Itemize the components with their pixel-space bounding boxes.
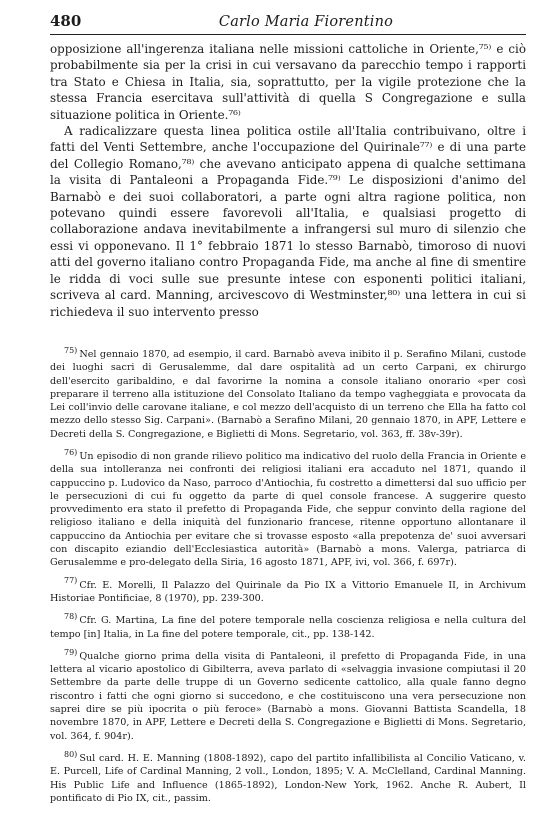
footnote-text: Cfr. G. Martina, La fine del potere temporale nella coscienza religiosa e nella cultura del tempo [in] Italia, in La fine del potere temporale, cit., pp. 138-142.: [50, 615, 526, 640]
footnote-number: 78): [64, 612, 78, 622]
footnote-number: 79): [64, 647, 78, 657]
main-text: [50, 41, 526, 320]
header-rule: [50, 34, 526, 35]
footnote-number: 80): [64, 749, 78, 759]
footnote-number: 75): [64, 345, 78, 355]
body-paragraph: A radicalizzare questa linea politica ostile all'Italia contribuivano, oltre i fatti del Venti Settembre, anche l'occupazione del Quirinale⁷⁷⁾ e di una parte del Collegio Romano,⁷⁸⁾ che avevano anticipato appena di qualche settimana la visita di Pantaleoni a Propaganda Fide.⁷⁹⁾ Le disposizioni d'animo del Barnabò e dei suoi collaboratori, a parte ogni altra ragione politica, non potevano quindi essere favorevoli all'Italia, e qualsiasi progetto di collaborazione andava inevitabilmente a infrangersi sul muro di silenzio che essi vi opponevano. Il 1° febbraio 1871 lo stesso Barnabò, timoroso di nuovi atti del governo italiano contro Propaganda Fide, ma anche al fine di smentire le ridda di voci sulle sue presunte intese con esponenti politici italiani, scriveva al card. Manning, arcivescovo di Westminster,⁸⁰⁾ una lettera in cui si richiedeva il suo intervento presso: [50, 124, 526, 319]
footnote: [50, 576, 526, 606]
footnote: [50, 345, 526, 441]
footnote-text: Un episodio di non grande rilievo politico ma indicativo del ruolo della Francia in Oriente e della sua intolleranza nei confronti dei religiosi italiani era accaduto nel 1871, quando il cappuccino p. Ludovico da Naso, parroco d'Antiochia, fu costretto a dimettersi dal suo ufficio per le persecuzioni di cui fu oggetto da parte di quel console francese. A suggerire questo provvedimento era stato il prefetto di Propaganda Fide, che seppur convinto della ragione del religioso italiano e della iniquità del funzionario francese, ritenne opportuno allontanare il cappuccino da Antiochia per evitare che si trovasse esposto «alla prepotenza de' suoi avversari con discapito eziandio dell'Ecclesiastica autorità» (Barnabò a mons. Valerga, patriarca di Gerusalemme e pro-delegato della Siria, 16 agosto 1871, APF, ivi, vol. 366, f. 697r).: [50, 450, 526, 569]
footnote-text: Cfr. E. Morelli, Il Palazzo del Quirinale da Pio IX a Vittorio Emanuele II, in Archivum Historiae Pontificiae, 8 (1970), pp. 239-300.: [50, 579, 526, 604]
footnote-text: Sul card. H. E. Manning (1808-1892), capo del partito infallibilista al Concilio Vaticano, v. E. Purcell, Life of Cardinal Manning, 2 voll., London, 1895; V. A. McClelland, Cardinal Manning. His Public Life and Influence (1865-1892), London-New York, 1962. Anche R. Aubert, Il pontificato di Pio IX, cit., passim.: [50, 752, 526, 804]
footnote: [50, 447, 526, 570]
page-number: 480: [50, 12, 82, 30]
footnote: [50, 749, 526, 805]
footnotes: [50, 345, 526, 805]
body-paragraph: opposizione all'ingerenza italiana nelle missioni cattoliche in Oriente,⁷⁵⁾ e ciò probabilmente sia per la crisi in cui versavano da parecchio tempo i rapporti tra Stato e Chiesa in Italia, sia, soprattutto, per la vigile protezione che la stessa Francia esercitava sull'attività di quella S Congregazione e sulla situazione politica in Oriente.⁷⁶⁾: [50, 42, 526, 122]
footnote-text: Nel gennaio 1870, ad esempio, il card. Barnabò aveva inibito il p. Serafino Milani, custode dei luoghi sacri di Gerusalemme, dal dare ospitalità ad un certo Carpani, ex chirurgo dell'esercito garibaldino, e dal favorirne la nomina a console italiano onorario «per così preparare il terreno alla istituzione del Consolato Italiano da tempo vagheggiata e provocata da Lei coll'invio delle carovane italiane, e col mezzo dell'acquisto di un terreno che Ella ha fatto col mezzo dello stesso Sig. Carpani». (Barnabò a Serafino Milani, 20 gennaio 1870, in APF, Lettere e Decreti della S. Congregazione, e Biglietti di Mons. Segretario, vol. 363, ff. 38v-39r).: [50, 348, 526, 440]
footnote: [50, 647, 526, 743]
running-head: Carlo Maria Fiorentino: [218, 14, 394, 30]
footnote: [50, 614, 526, 641]
footnote-text: Qualche giorno prima della visita di Pantaleoni, il prefetto di Propaganda Fide, in una lettera al vicario apostolico di Gibilterra, aveva parlato di «selvaggia invasione compiutasi il 20 Settembre da parte delle truppe di un Governo sedicente cattolico, alla quale fanno degno riscontro i fatti che ogni giorno si succedono, e che costituiscono una vera persecuzione non saprei dire se più ipocrita o più feroce» (Barnabò a mons. Giovanni Battista Scandella, 18 novembre 1870, in APF, Lettere e Decreti della S. Congregazione e Biglietti di Mons. Segretario, vol. 364, f. 904r).: [50, 650, 526, 742]
footnote-number: 77): [64, 576, 78, 586]
footnote-number: 76): [64, 447, 78, 457]
page-header: [50, 12, 526, 32]
